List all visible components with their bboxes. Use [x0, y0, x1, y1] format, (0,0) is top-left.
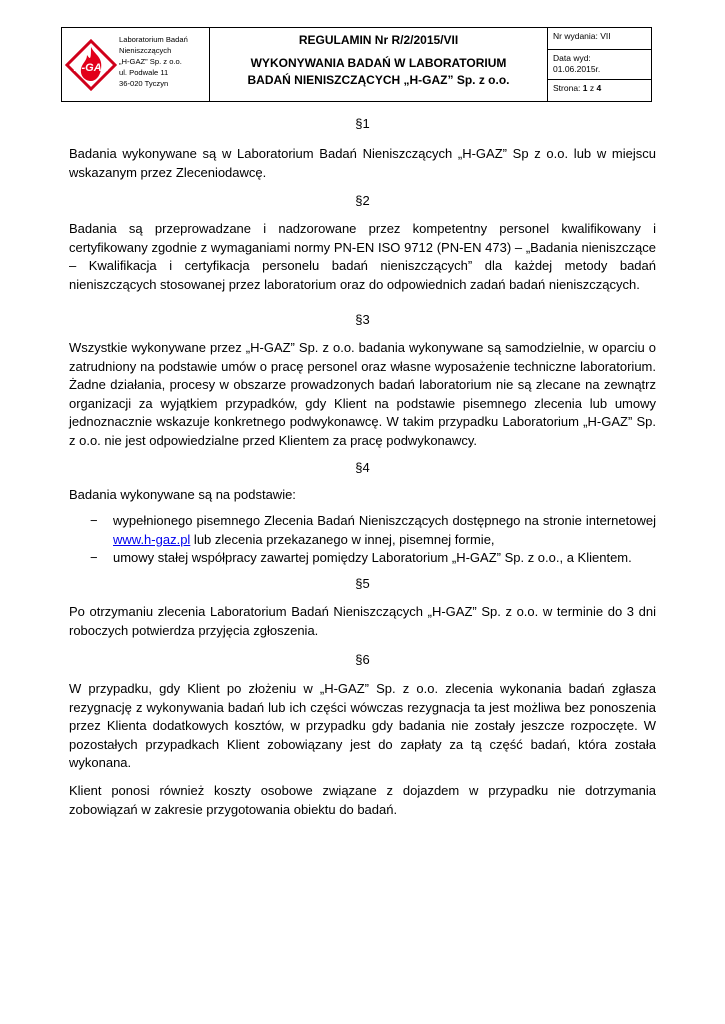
page-number	[548, 80, 651, 101]
section-3-heading: §3	[355, 312, 370, 327]
section-5-heading: §5	[355, 576, 370, 591]
page-current: 1	[582, 83, 588, 93]
list-item-text	[113, 512, 656, 549]
issue-date-label: Data wyd:	[553, 53, 591, 63]
website-link[interactable]: www.h-gaz.pl	[113, 531, 191, 547]
section-4-intro: Badania wykonywane są na podstawie:	[69, 487, 296, 502]
list-item	[90, 549, 656, 568]
h-gaz-logo	[65, 39, 117, 91]
regulation-title-line1: WYKONYWANIA BADAŃ W LABORATORIUM	[250, 56, 507, 70]
svg-text:H-GAZ: H-GAZ	[73, 62, 109, 74]
issue-date-value: 01.06.2015r.	[553, 64, 601, 74]
list-item-text: umowy stałej współpracy zawartej pomiędzy Laboratorium „H-GAZ” Sp. z o.o., a Klientem.	[113, 550, 632, 565]
lab-city: 36-020 Tyczyn	[119, 79, 169, 88]
edition-number: Nr wydania: VII	[548, 28, 651, 50]
lab-info-cell	[62, 28, 210, 101]
regulation-number: REGULAMIN Nr R/2/2015/VII	[298, 33, 459, 47]
bullet1-text-end: lub zlecenia przekazanego w innej, pisemnej formie,	[190, 531, 495, 547]
section-1-heading: §1	[355, 116, 370, 131]
section-1-text: Badania wykonywane są w Laboratorium Badań Nieniszczących „H-GAZ” Sp z o.o. lub w miejscu wskazanym przez Zleceniodawcę.	[69, 146, 656, 180]
page-separator: z	[589, 83, 595, 93]
lab-company: „H-GAZ” Sp. z o.o.	[119, 57, 182, 66]
section-2-heading: §2	[355, 193, 370, 208]
page-total: 4	[596, 83, 602, 93]
section-2-text: Badania są przeprowadzane i nadzorowane przez kompetentny personel kwalifikowany i certyfikowany zgodnie z wymaganiami normy PN-EN ISO 9712 (PN-EN 473) – „Badania nieniszczące – Kwalifikacja i certyfikacja personelu badań nieniszczących” dla każdej metody badań nieniszczących stosowanej przez laboratorium oraz do odpowiednich zadań badań nieniszczących.	[69, 221, 656, 292]
lab-name-line2: Nieniszczących	[119, 46, 172, 55]
lab-street: ul. Podwale 11	[119, 68, 169, 77]
section-3-text: Wszystkie wykonywane przez „H-GAZ” Sp. z o.o. badania wykonywane są samodzielnie, w oparciu o zatrudniony na podstawie umów o pracę personel oraz własne wyposażenie techniczne laboratorium. Żadne działania, procesy w obszarze prowadzonych badań laboratorium nie są zlecane na zewnątrz organizacji za wyjątkiem przypadków, gdy Klient na podstawie pisemnego zlecenia lub umowy jednoznacznie wskazuje konkretnego podwykonawcę. W takim przypadku Laboratorium „H-GAZ” Sp. z o.o. nie jest odpowiedzialne przed Klientem za pracę podwykonawcy.	[69, 340, 656, 448]
issue-date	[548, 50, 651, 80]
document-header	[61, 27, 652, 102]
bullet-dash: −	[90, 550, 98, 565]
lab-name-line1: Laboratorium Badań	[119, 35, 188, 44]
page-label: Strona:	[553, 83, 581, 93]
section-6-text: W przypadku, gdy Klient po złożeniu w „H-GAZ” Sp. z o.o. zlecenia wykonania badań zgłasza rezygnację z wykonywania badań lub ich części wówczas rezygnacja ta jest możliwa bez ponoszenia przez Klienta dodatkowych kosztów, w przypadku gdy badania nie zostały jeszcze rozpoczęte. W pozostałych przypadkach Klient zobowiązany jest do zapłaty za tą część badań, która została wykonana.	[69, 681, 656, 770]
list-item	[90, 512, 656, 549]
section-6-text-2: Klient ponosi również koszty osobowe związane z dojazdem w przypadku nie dotrzymania zobowiązań w zakresie przygotowania obiektu do badań.	[69, 783, 656, 817]
title-cell	[210, 28, 548, 101]
section-6-heading: §6	[355, 652, 370, 667]
regulation-title-line2: BADAŃ NIENISZCZĄCYCH „H-GAZ” Sp. z o.o.	[247, 73, 510, 87]
meta-cell	[548, 28, 651, 101]
lab-address	[119, 34, 207, 89]
section-4-heading: §4	[355, 460, 370, 475]
section-5-text: Po otrzymaniu zlecenia Laboratorium Badań Nieniszczących „H-GAZ” Sp. z o.o. w terminie do 3 dni roboczych potwierdza przyjęcia zgłoszenia.	[69, 604, 656, 638]
bullet-dash: −	[90, 513, 98, 528]
bullet1-text: wypełnionego pisemnego Zlecenia Badań Nieniszczących dostępnego na stronie internetowej	[113, 513, 656, 528]
